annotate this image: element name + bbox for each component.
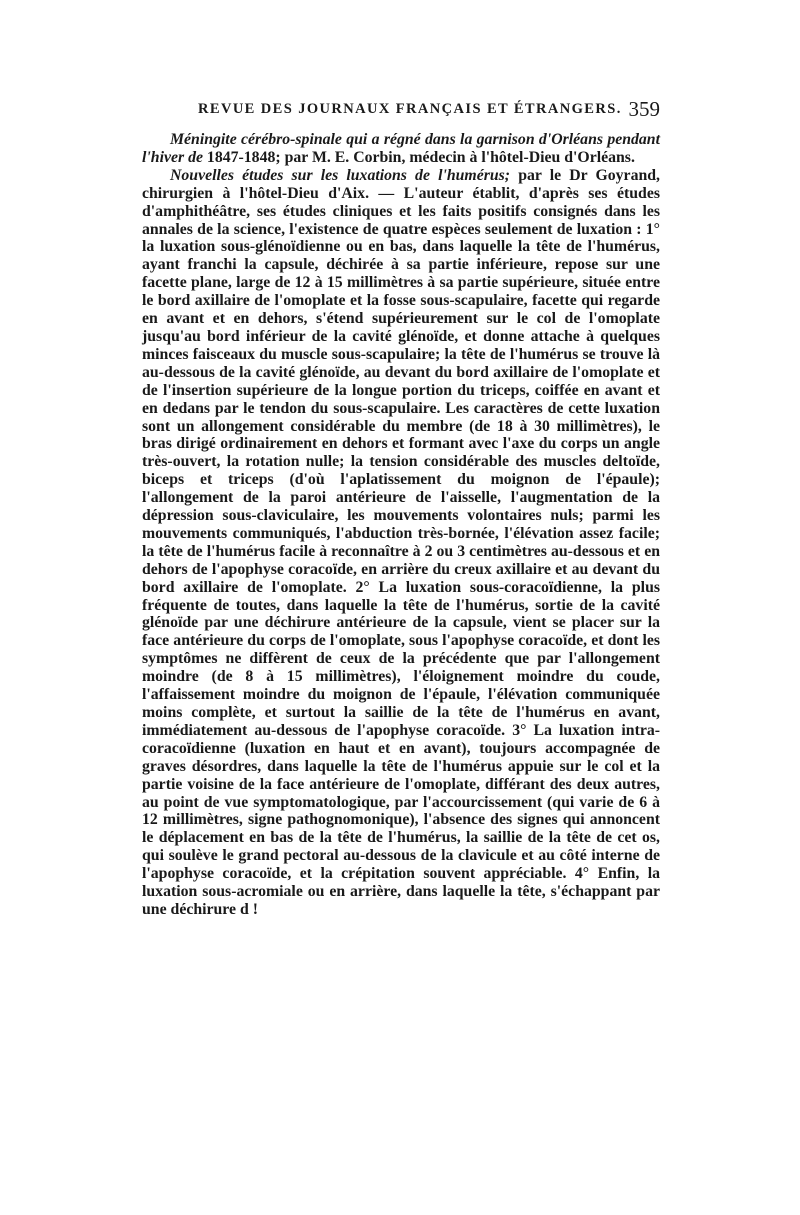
article-text: par le Dr Goyrand, chirurgien à l'hôtel-Dieu d'Aix. — L'auteur établit, d'après ses études d'amphithéâtre, ses études cliniques et les faits positifs consignés dans les annales de la science, l'existence de quatre espèces seulement de luxation : 1° la luxation sous-glénoïdienne ou en bas, dans laquelle la tête de l'humérus, ayant franchi la capsule, déchirée à sa partie inférieure, repose sur une facette plane, large de 12 à 15 millimètres à sa partie supérieure, située entre le bord axillaire de l'omoplate et la fosse sous-scapulaire, facette qui regarde en avant et en dehors, s'étend supérieurement sur le col de l'omoplate jusqu'au bord inférieur de la cavité glénoïde, et donne attache à quelques minces faisceaux du muscle sous-scapulaire; la tête de l'humérus se trouve là au-dessous de la cavité glénoïde, au devant du bord axillaire de l'omoplate et de l'insertion supérieure de la longue portion du triceps, coiffée en avant et en dedans par le tendon du sous-scapulaire. Les caractères de cette luxation sont un allongement considérable du membre (de 18 à 30 millimètres), le bras dirigé ordinairement en dehors et formant avec l'axe du corps un angle très-ouvert, la rotation nulle; la tension considérable des muscles deltoïde, biceps et triceps (d'où l'aplatissement du moignon de l'épaule); l'allongement de la paroi antérieure de l'aisselle, l'augmentation de la dépression sous-claviculaire, les mouvements volontaires nuls; parmi les mouvements communiqués, l'abduction très-bornée, l'élévation assez facile; la tête de l'humérus facile à reconnaître à 2 ou 3 centimètres au-dessous et en dehors de l'apophyse coracoïde, en arrière du creux axillaire et au devant du bord axillaire de l'omoplate. 2° La luxation sous-coracoïdienne, la plus fréquente de toutes, dans laquelle la tête de l'humérus, sortie de la cavité glénoïde par une déchirure antérieure de la capsule, vient se placer sur la face antérieure du corps de l'omoplate, sous l'apophyse coracoïde, et dont les symptômes ne diffèrent de ceux de la précédente que par l'allongement moindre (de 8 à 15 millimètres), l'éloignement moindre du coude, l'affaissement moindre du moignon de l'épaule, l'élévation communiquée moins complète, et surtout la saillie de la tête de l'humérus en avant, immédiatement au-dessous de l'apophyse coracoïde. 3° La luxation intra-coracoïdienne (luxation en haut et en avant), toujours accompagnée de graves désordres, dans laquelle la tête de l'humérus appuie sur le col et la partie voisine de la face antérieure de l'omoplate, différant des deux autres, au point de vue symptomatologique, par l'accourcissement (qui varie de 6 à 12 millimètres, signe pathognomonique), l'absence des signes qui annoncent le déplacement en bas de la tête de l'humérus, la saillie de la tête de cet os, qui soulève le grand pectoral au-dessous de la clavicule et au côté interne de l'apophyse coracoïde, et la crépitation souvent appréciable. 4° Enfin, la luxation sous-acromiale ou en arrière, dans laquelle la tête, s'échappant par une déchirure d ! bbox=[142, 166, 660, 918]
article-title: Nouvelles études sur les luxations de l'humérus; bbox=[170, 166, 511, 184]
body-text bbox=[142, 131, 660, 919]
page-number: 359 bbox=[628, 97, 660, 121]
paragraph bbox=[142, 131, 660, 167]
article-text: 1847-1848; par M. E. Corbin, médecin à l'hôtel-Dieu d'Orléans. bbox=[202, 148, 635, 166]
page-header bbox=[198, 97, 660, 123]
running-title: REVUE DES JOURNAUX FRANÇAIS ET ÉTRANGERS. bbox=[198, 101, 622, 117]
article-title: Méningite cérébro-spinale qui a régné dans la garnison d'Orléans pendant l'hiver de bbox=[142, 131, 660, 166]
paragraph bbox=[142, 167, 660, 919]
